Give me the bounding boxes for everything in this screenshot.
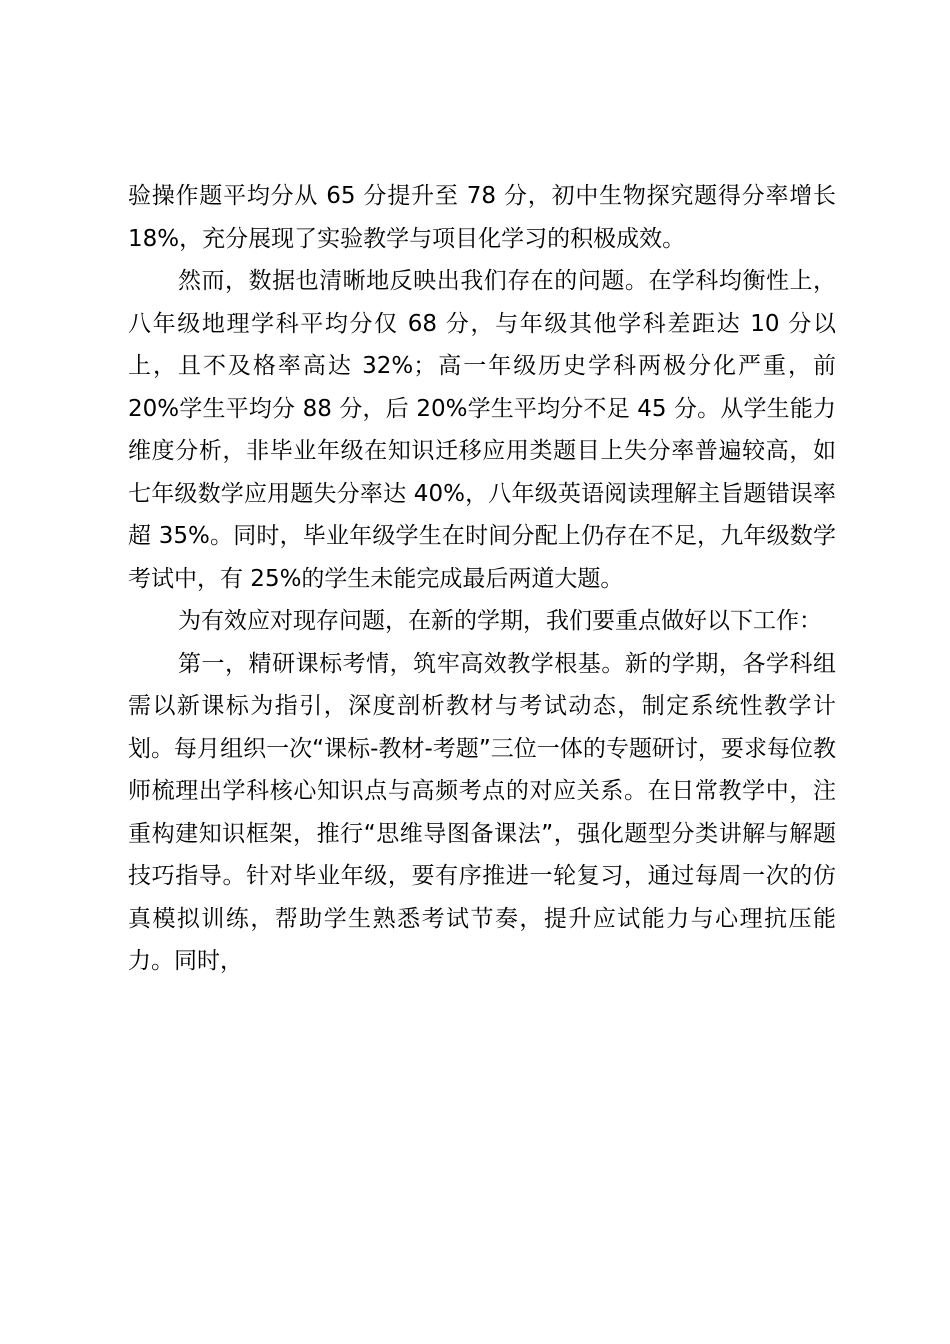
paragraph-continuation: 验操作题平均分从 65 分提升至 78 分，初中生物探究题得分率增长 18%，充分展现了实验教学与项目化学习的积极成效。: [128, 183, 836, 252]
paragraph-intro-tasks: 为有效应对现存问题，在新的学期，我们要重点做好以下工作：: [178, 608, 822, 634]
paragraph-problems: 然而，数据也清晰地反映出我们存在的问题。在学科均衡性上，八年级地理学科平均分仅 68 分，与年级其他学科差距达 10 分以上，且不及格率高达 32%；高一年级历史学科两极分化严重，前 20%学生平均分 88 分，后 20%学生平均分不足 45 分。从学生能力维度分析，非毕业年级在知识迁移应用类题目上失分率普遍较高，如七年级数学应用题失分率达 40%，八年级英语阅读理解主旨题错误率超 35%。同时，毕业年级学生在时间分配上仍存在不足，九年级数学考试中，有 25%的学生未能完成最后两道大题。: [128, 268, 836, 592]
paragraph-task-one: 第一，精研课标考情，筑牢高效教学根基。新的学期，各学科组需以新课标为指引，深度剖析教材与考试动态，制定系统性教学计划。每月组织一次“课标-教材-考题”三位一体的专题研讨，要求每位教师梳理出学科核心知识点与高频考点的对应关系。在日常教学中，注重构建知识框架，推行“思维导图备课法”，强化题型分类讲解与解题技巧指导。针对毕业年级，要有序推进一轮复习，通过每周一次的仿真模拟训练，帮助学生熟悉考试节奏，提升应试能力与心理抗压能力。同时，: [128, 650, 836, 974]
document-body: [128, 175, 836, 983]
